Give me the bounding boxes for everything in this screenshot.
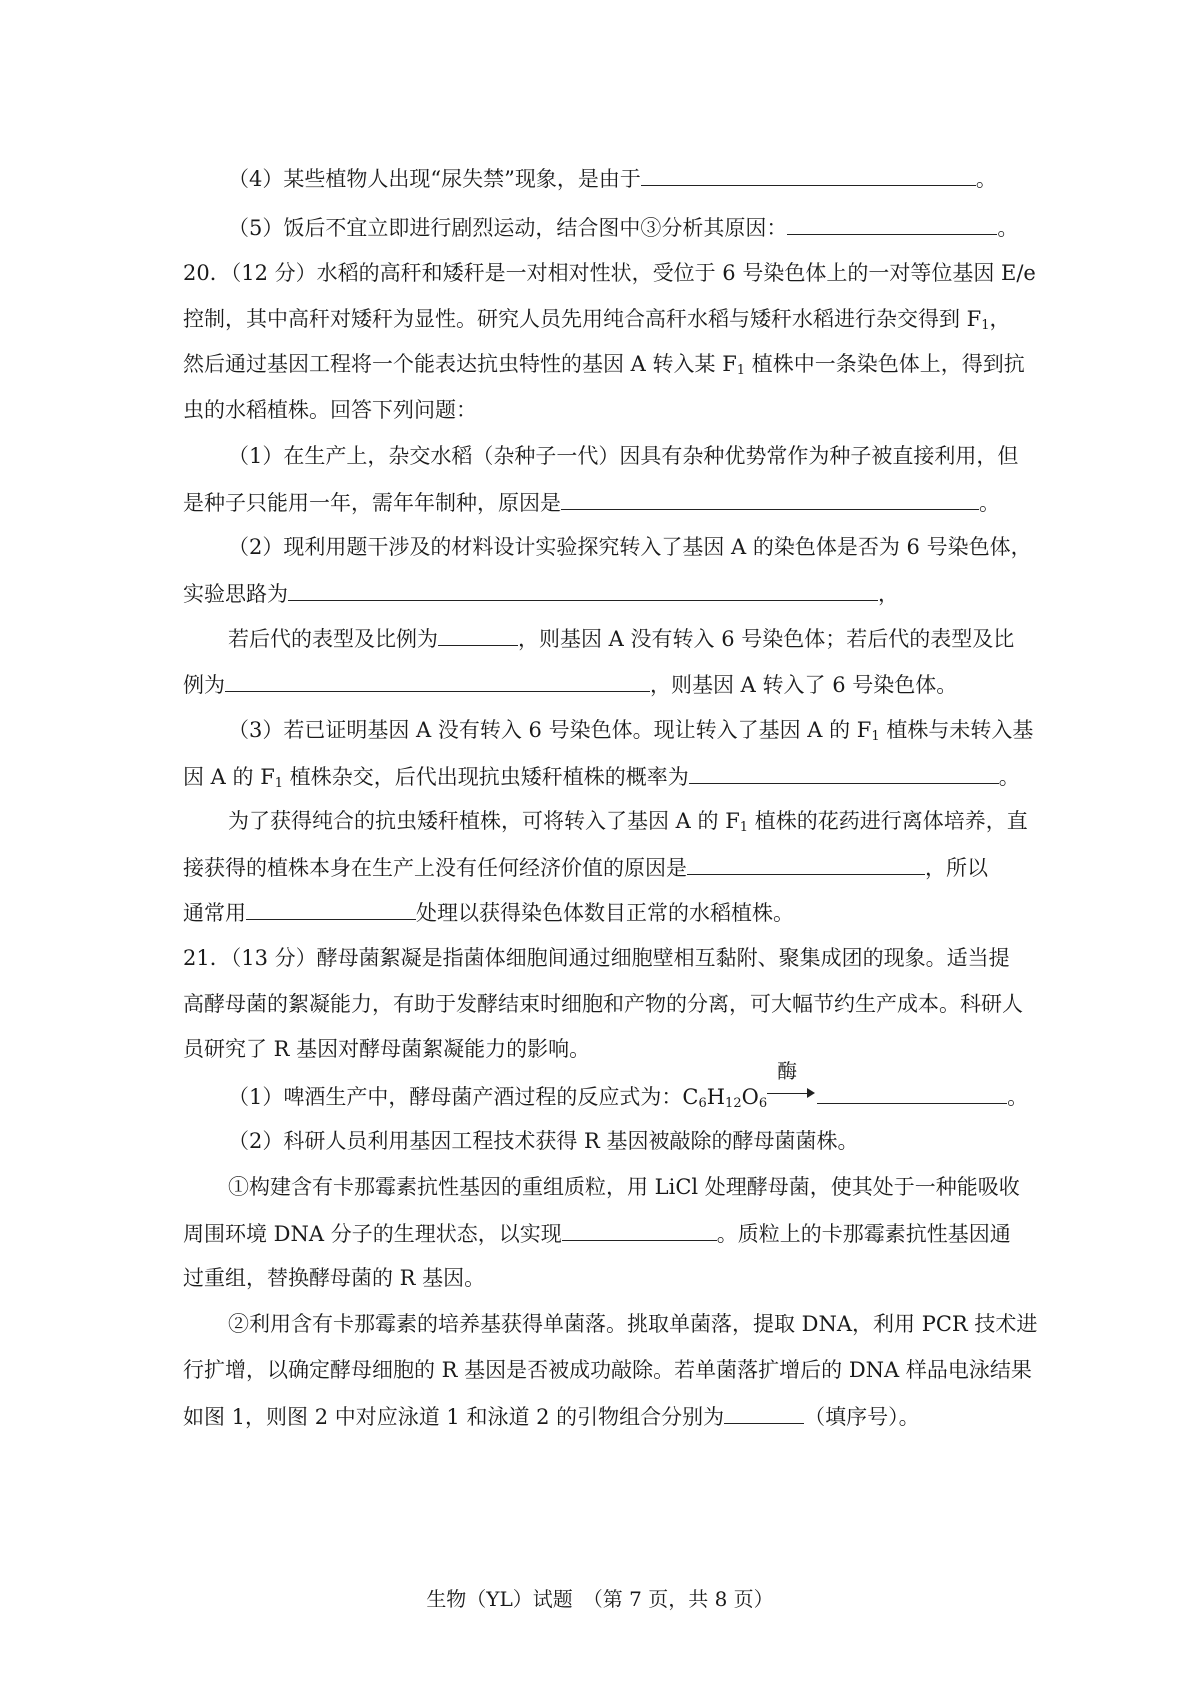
q19-part4: （4）某些植物人出现“尿失禁”现象，是由于 。 <box>228 163 1023 194</box>
q20-part2-line4: 例为 ，则基因 A 转入了 6 号染色体。 <box>183 669 1023 700</box>
q20-part3-line1: （3）若已证明基因 A 没有转入 6 号染色体。现让转入了基因 A 的 $F_1$ 植株与未转入基 <box>228 718 1034 744</box>
answer-blank[interactable] <box>561 487 979 510</box>
q21-stem-line3: 员研究了 R 基因对酵母菌絮凝能力的影响。 <box>183 1037 591 1061</box>
answer-blank[interactable] <box>817 1081 1007 1104</box>
page-footer: 生物（YL）试题 （第 7 页，共 8 页） <box>426 1587 774 1611</box>
answer-blank[interactable] <box>689 761 999 784</box>
q21-sub2-line1: ②利用含有卡那霉素的培养基获得单菌落。挑取单菌落，提取 DNA，利用 PCR 技术进 <box>228 1312 1038 1336</box>
answer-blank[interactable] <box>246 897 416 920</box>
q20-part2-line3: 若后代的表型及比例为 ，则基因 A 没有转入 6 号染色体；若后代的表型及比 <box>228 623 1023 654</box>
q20-part1-line1: （1）在生产上，杂交水稻（杂种子一代）因具有杂种优势常作为种子被直接利用，但 <box>228 444 1019 468</box>
answer-blank[interactable] <box>787 212 997 235</box>
q20-stem-line4: 虫的水稻植株。回答下列问题： <box>183 398 477 422</box>
q21-sub1-line2: 周围环境 DNA 分子的生理状态，以实现 。质粒上的卡那霉素抗性基因通 <box>183 1218 1023 1249</box>
q21-sub2-line2: 行扩增，以确定酵母细胞的 R 基因是否被成功敲除。若单菌落扩增后的 DNA 样品电泳结果 <box>183 1358 1032 1382</box>
q20-part3-line2: 因 A 的 $F_1$ 植株杂交，后代出现抗虫矮秆植株的概率为 。 <box>183 761 1023 792</box>
q20-part3-line5: 通常用 处理以获得染色体数目正常的水稻植株。 <box>183 897 1023 928</box>
enzyme-label: 酶 <box>777 1059 798 1083</box>
answer-blank[interactable] <box>225 669 650 692</box>
q20-part2-line2: 实验思路为 ， <box>183 578 1023 609</box>
answer-blank[interactable] <box>562 1218 717 1241</box>
answer-blank[interactable] <box>687 852 925 875</box>
answer-blank[interactable] <box>438 623 518 646</box>
q21-stem-line2: 高酵母菌的絮凝能力，有助于发酵结束时细胞和产物的分离，可大幅节约生产成本。科研人 <box>183 992 1023 1016</box>
q21-part1-equation: （1）啤酒生产中，酵母菌产酒过程的反应式为：$C_6H_{12}O_6$ 酶 。 <box>228 1081 1023 1112</box>
q20-part1-line2: 是种子只能用一年，需年年制种，原因是 。 <box>183 487 1023 518</box>
q19-part5: （5）饭后不宜立即进行剧烈运动，结合图中③分析其原因： 。 <box>228 212 1023 243</box>
answer-blank[interactable] <box>641 163 976 186</box>
q21-sub2-line3: 如图 1，则图 2 中对应泳道 1 和泳道 2 的引物组合分别为 （填序号）。 <box>183 1401 1023 1432</box>
arrow-head-icon <box>807 1088 815 1098</box>
q20-part3-line4: 接获得的植株本身在生产上没有任何经济价值的原因是 ，所以 <box>183 852 1023 883</box>
q21-part2: （2）科研人员利用基因工程技术获得 R 基因被敲除的酵母菌菌株。 <box>228 1129 859 1153</box>
reaction-arrow <box>767 1059 817 1104</box>
answer-blank[interactable] <box>288 578 878 601</box>
q20-part3-line3: 为了获得纯合的抗虫矮秆植株，可将转入了基因 A 的 $F_1$ 植株的花药进行离体培养，直 <box>228 809 1028 835</box>
q20-stem-line2: 控制，其中高秆对矮秆为显性。研究人员先用纯合高秆水稻与矮秆水稻进行杂交得到 $F_1$， <box>183 307 1011 333</box>
q21-stem-line1: 21．（13 分）酵母菌絮凝是指菌体细胞间通过细胞壁相互黏附、聚集成团的现象。适当提 <box>183 946 1010 970</box>
q20-stem-line3: 然后通过基因工程将一个能表达抗虫特性的基因 A 转入某 $F_1$ 植株中一条染色体上，得到抗 <box>183 352 1025 378</box>
answer-blank[interactable] <box>724 1401 804 1424</box>
q21-sub1-line3: 过重组，替换酵母菌的 R 基因。 <box>183 1266 486 1290</box>
q21-sub1-line1: ①构建含有卡那霉素抗性基因的重组质粒，用 LiCl 处理酵母菌，使其处于一种能吸收 <box>228 1175 1020 1199</box>
q20-part2-line1: （2）现利用题干涉及的材料设计实验探究转入了基因 A 的染色体是否为 6 号染色体， <box>228 535 1032 559</box>
q20-stem-line1: 20．（12 分）水稻的高秆和矮秆是一对相对性状，受位于 6 号染色体上的一对等位基因 E/e <box>183 261 1036 285</box>
